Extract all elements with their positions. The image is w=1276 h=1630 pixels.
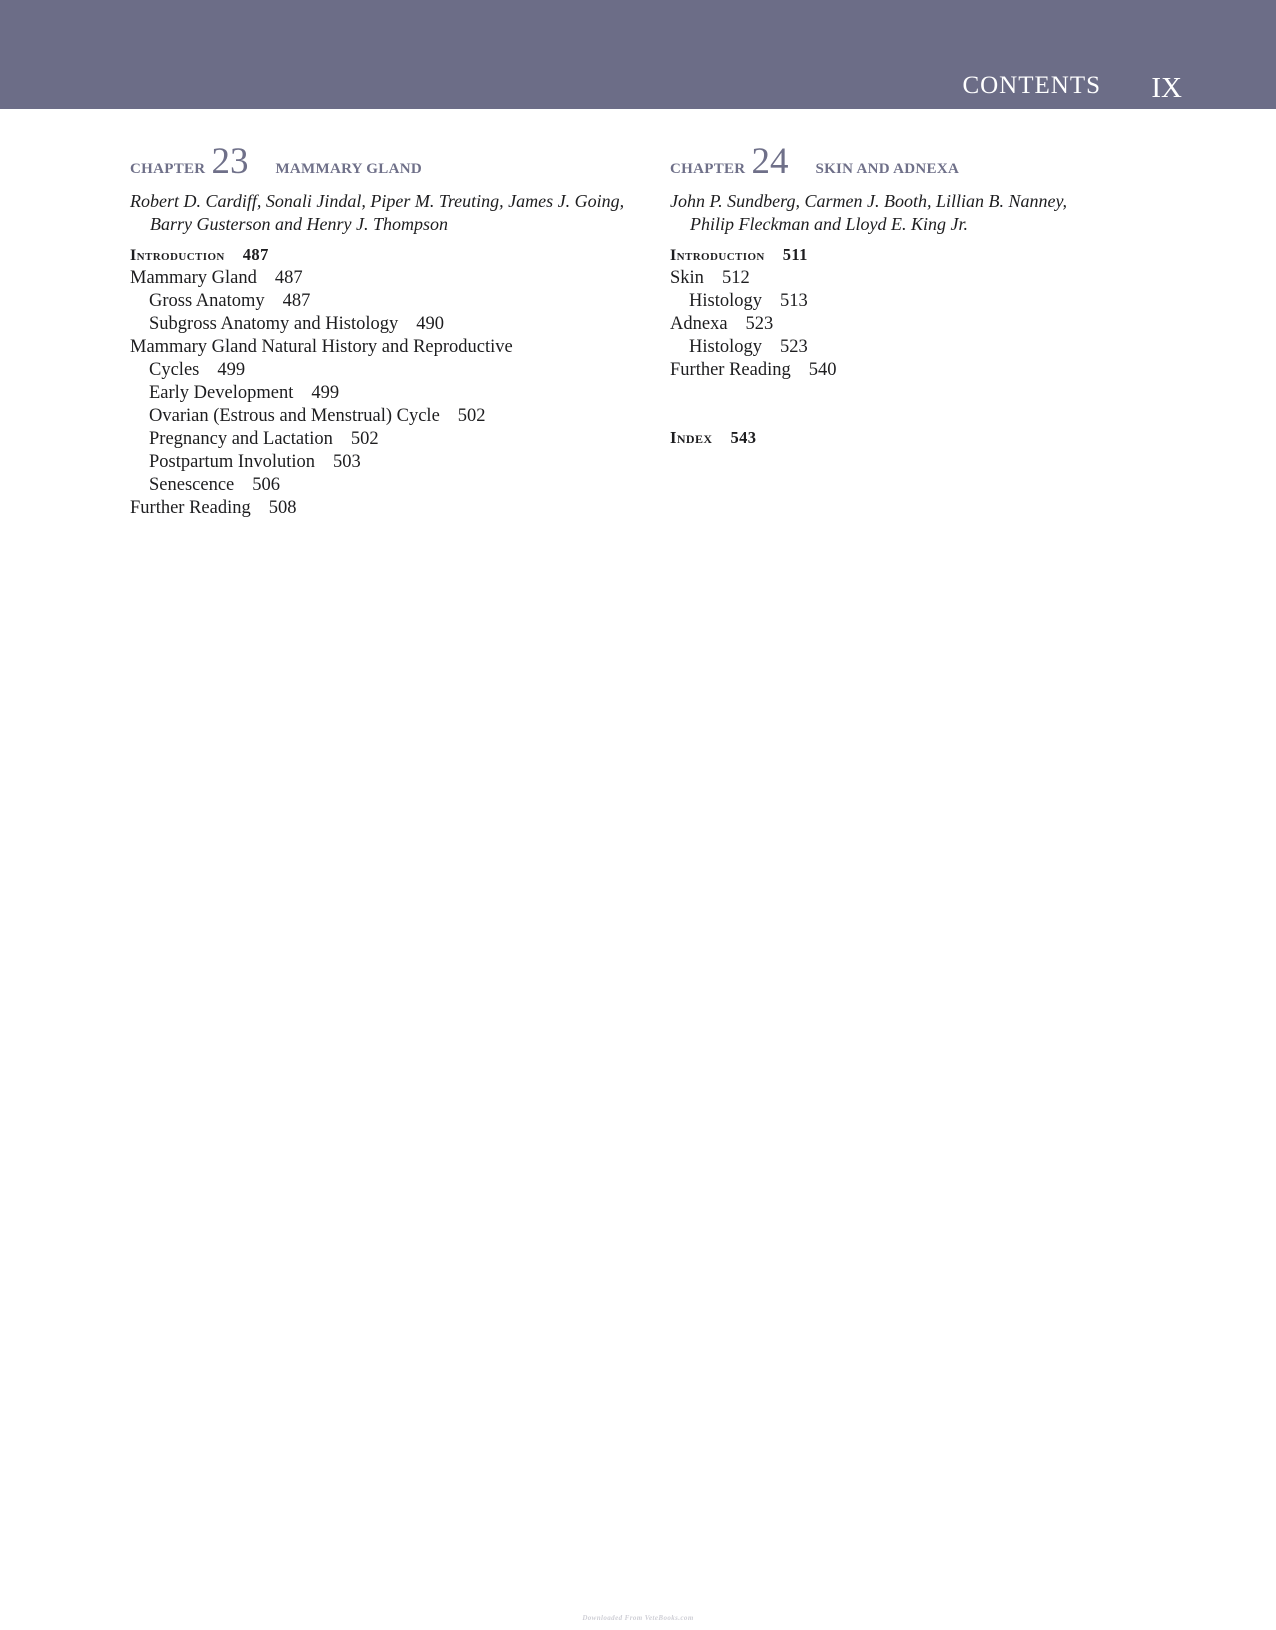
toc-entry[interactable] bbox=[130, 243, 650, 267]
toc-entry-text: Further Reading bbox=[130, 498, 251, 518]
chapter-authors bbox=[670, 190, 1190, 236]
toc-entry-page: 487 bbox=[242, 245, 269, 264]
toc-entry-text: Further Reading bbox=[670, 360, 791, 380]
toc-entry-page: 499 bbox=[311, 383, 340, 403]
chapter-authors bbox=[130, 190, 650, 236]
toc-entry-text: Histology bbox=[689, 337, 762, 357]
toc-entry[interactable] bbox=[130, 267, 650, 290]
toc-entry-page: 502 bbox=[457, 406, 486, 426]
toc-entry-page: 502 bbox=[350, 429, 379, 449]
toc-entry-page: 508 bbox=[268, 498, 297, 518]
toc-entry[interactable] bbox=[670, 336, 1190, 359]
toc-entry[interactable] bbox=[130, 428, 650, 451]
chapter-23-column bbox=[130, 140, 650, 520]
toc-entry-page: 512 bbox=[721, 268, 750, 288]
chapter-label: CHAPTER bbox=[670, 161, 746, 177]
toc-entry-page: 499 bbox=[217, 360, 246, 380]
toc-entry-text: Senescence bbox=[149, 475, 235, 495]
toc-entry-text: Mammary Gland Natural History and Reproductive bbox=[130, 337, 513, 357]
chapter-24-column bbox=[670, 140, 1190, 382]
toc-entry[interactable] bbox=[130, 313, 650, 336]
toc-entry-text: Pregnancy and Lactation bbox=[149, 429, 333, 449]
toc-entry-text: Introduction bbox=[670, 247, 765, 264]
toc-entry-text: Gross Anatomy bbox=[149, 291, 265, 311]
toc-entry-text: Subgross Anatomy and Histology bbox=[149, 314, 399, 334]
toc-entry[interactable] bbox=[130, 290, 650, 313]
toc-entry[interactable] bbox=[130, 405, 650, 428]
toc-entry-text: Histology bbox=[689, 291, 762, 311]
toc-entry-page: 487 bbox=[282, 291, 311, 311]
toc-entry[interactable] bbox=[130, 382, 650, 405]
toc-entry[interactable] bbox=[670, 359, 1190, 382]
toc-entry-text: Ovarian (Estrous and Menstrual) Cycle bbox=[149, 406, 440, 426]
chapter-number: 23 bbox=[211, 141, 249, 182]
toc-entry-text: Skin bbox=[670, 268, 704, 288]
toc-entry[interactable] bbox=[130, 451, 650, 474]
toc-entry-page: 540 bbox=[808, 360, 837, 380]
chapter-title: MAMMARY GLAND bbox=[275, 161, 422, 177]
toc-entry-text: Introduction bbox=[130, 247, 225, 264]
toc-entry[interactable] bbox=[130, 336, 650, 359]
toc-entry[interactable] bbox=[130, 497, 650, 520]
chapter-label: CHAPTER bbox=[130, 161, 206, 177]
toc-entry[interactable] bbox=[670, 267, 1190, 290]
toc-entry[interactable] bbox=[670, 313, 1190, 336]
toc-entry-page: 523 bbox=[779, 337, 808, 357]
toc-entry-page: 511 bbox=[782, 245, 808, 264]
toc-entry-text: Cycles bbox=[149, 360, 200, 380]
toc-list bbox=[130, 243, 650, 520]
toc-entry-page: 487 bbox=[274, 268, 303, 288]
authors-line-1: John P. Sundberg, Carmen J. Booth, Lillian B. Nanney, bbox=[670, 191, 1067, 211]
page-number: IX bbox=[1151, 72, 1182, 104]
toc-entry-text: Postpartum Involution bbox=[149, 452, 315, 472]
authors-line-2: Barry Gusterson and Henry J. Thompson bbox=[150, 214, 448, 234]
page-header-band bbox=[0, 0, 1276, 109]
index-label: Index bbox=[670, 428, 713, 447]
toc-entry[interactable] bbox=[670, 243, 1190, 267]
download-watermark: Downloaded From VeteBooks.com bbox=[582, 1614, 694, 1622]
index-entry[interactable] bbox=[670, 428, 756, 448]
toc-entry-text: Early Development bbox=[149, 383, 294, 403]
authors-line-2: Philip Fleckman and Lloyd E. King Jr. bbox=[690, 214, 968, 234]
toc-entry[interactable] bbox=[130, 359, 650, 382]
toc-entry[interactable] bbox=[130, 474, 650, 497]
toc-list bbox=[670, 243, 1190, 382]
chapter-number: 24 bbox=[751, 141, 789, 182]
toc-entry-text: Mammary Gland bbox=[130, 268, 257, 288]
running-head-title: CONTENTS bbox=[962, 72, 1101, 99]
toc-entry-page: 523 bbox=[745, 314, 774, 334]
toc-entry-page: 513 bbox=[779, 291, 808, 311]
toc-entry-page: 490 bbox=[416, 314, 444, 334]
chapter-heading bbox=[670, 140, 1190, 182]
toc-entry[interactable] bbox=[670, 290, 1190, 313]
toc-entry-page: 506 bbox=[252, 475, 281, 495]
toc-entry-page: 503 bbox=[333, 452, 361, 472]
authors-line-1: Robert D. Cardiff, Sonali Jindal, Piper M. Treuting, James J. Going, bbox=[130, 191, 625, 211]
index-page: 543 bbox=[730, 428, 757, 447]
chapter-heading bbox=[130, 140, 650, 182]
chapter-title: SKIN AND ADNEXA bbox=[815, 161, 960, 177]
toc-entry-text: Adnexa bbox=[670, 314, 728, 334]
